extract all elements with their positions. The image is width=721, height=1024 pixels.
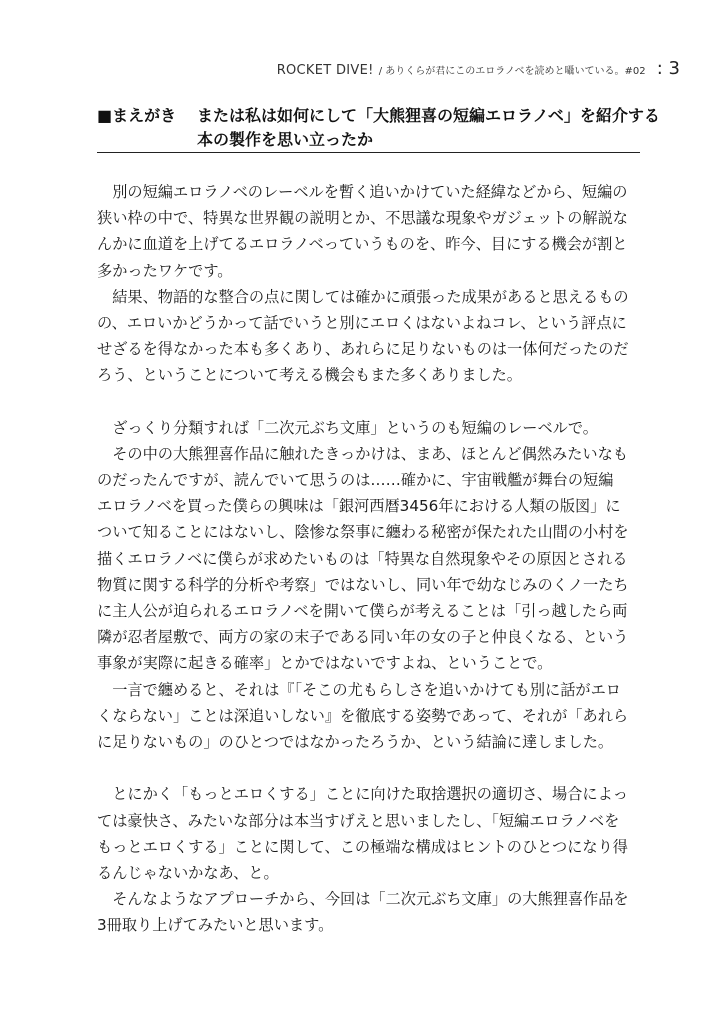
text-line: とにかく「もっとエロくする」ことに向けた取捨選択の適切さ、場合によっ <box>97 785 628 804</box>
paragraph-4 <box>97 441 642 677</box>
text-line: のだったんですが、読んでいて思うのは……確かに、宇宙戦艦が舞台の短編 <box>97 471 614 490</box>
text-line: くならない」ことは深追いしない』を徹底する姿勢であって、それが「あれら <box>97 706 629 725</box>
text-line: せざるを得なかった本も多くあり、あれらに足りないものは一体何だったのだ <box>97 340 629 359</box>
text-line: ては豪快さ、みたいな部分は本当すげえと思いましたし、「短編エロラノベを <box>97 811 620 830</box>
running-header <box>180 58 680 79</box>
text-line: 事象が実際に起きる確率」とかではないですよね、ということで。 <box>97 654 553 673</box>
paragraph-gap <box>97 755 642 781</box>
text-line: 描くエロラノベに僕らが求めたいものは「特異な自然現象やその原因とされる <box>97 549 628 568</box>
text-line: に主人公が迫られるエロラノベを開いて僕らが考えることは「引っ越したら両 <box>97 602 628 620</box>
text-line: んかに血道を上げてるエロラノベっていうものを、昨今、目にする機会が割と <box>97 235 628 254</box>
text-line: そんなようなアプローチから、今回は「二次元ぶち文庫」の大熊狸喜作品を <box>97 890 629 909</box>
text-line: ざっくり分類すれば「二次元ぶち文庫」というのも短編のレーベルで。 <box>97 418 598 437</box>
text-line: もっとエロくする」ことに関して、この極端な構成はヒントのひとつになり得 <box>97 837 628 856</box>
paragraph-2 <box>97 284 642 389</box>
paragraph-1 <box>97 179 642 284</box>
paragraph-3 <box>97 415 642 441</box>
heading-line-1: または私は如何にして「大熊狸喜の短編エロラノベ」を紹介する <box>197 106 660 125</box>
paragraph-gap <box>97 389 642 415</box>
heading-underline <box>97 152 640 153</box>
text-line: 一言で纏めると、それは『「そこの尤もらしさを追いかけても別に話がエロ <box>97 680 621 699</box>
text-line: るんじゃないかなあ、と。 <box>97 863 279 882</box>
section-heading <box>97 104 660 152</box>
paragraph-5 <box>97 677 642 756</box>
text-line: 隣が忍者屋敷で、両方の家の末子である同い年の女の子と仲良くなる、という <box>97 628 629 647</box>
page-number: : 3 <box>656 58 680 79</box>
text-line: 別の短編エロラノベのレーベルを暫く追いかけていた経緯などから、短編の <box>97 183 628 201</box>
body-text <box>97 179 642 938</box>
text-line: その中の大熊狸喜作品に触れたきっかけは、まあ、ほとんど偶然みたいなも <box>97 444 628 463</box>
paragraph-7 <box>97 886 642 938</box>
text-line: 狭い枠の中で、特異な世界観の説明とか、不思議な現象やガジェットの解説な <box>97 209 628 228</box>
text-line: 物質に関する科学的分析や考察」ではないし、同い年で幼なじみのくノ一たち <box>97 575 629 594</box>
text-line: エロラノベを買った僕らの興味は「銀河西暦3456年における人類の版図」に <box>97 497 621 516</box>
header-title: ROCKET DIVE! <box>276 63 374 78</box>
heading-marker: ■まえがき <box>97 106 177 125</box>
text-line: 結果、物語的な整合の点に関しては確かに頑張った成果があると思えるもの <box>97 287 629 306</box>
text-line: 多かったワケです。 <box>97 261 233 280</box>
text-line: ついて知ることにはないし、陰惨な祭事に纏わる秘密が保たれた山間の小村を <box>97 523 629 542</box>
paragraph-6 <box>97 781 642 886</box>
text-line: 3冊取り上げてみたいと思います。 <box>97 916 334 935</box>
text-line: に足りないもの」のひとつではなかったろうか、という結論に達しました。 <box>97 732 614 751</box>
header-subtitle: / ありくらが君にこのエロラノベを読めと囁いている。#02 <box>378 66 646 77</box>
text-line: ろう、ということについて考える機会もまた多くありました。 <box>97 366 522 385</box>
text-line: の、エロいかどうかって話でいうと別にエロくはないよねコレ、という評点に <box>97 313 627 332</box>
heading-line-2: 本の製作を思い立ったか <box>197 130 374 149</box>
